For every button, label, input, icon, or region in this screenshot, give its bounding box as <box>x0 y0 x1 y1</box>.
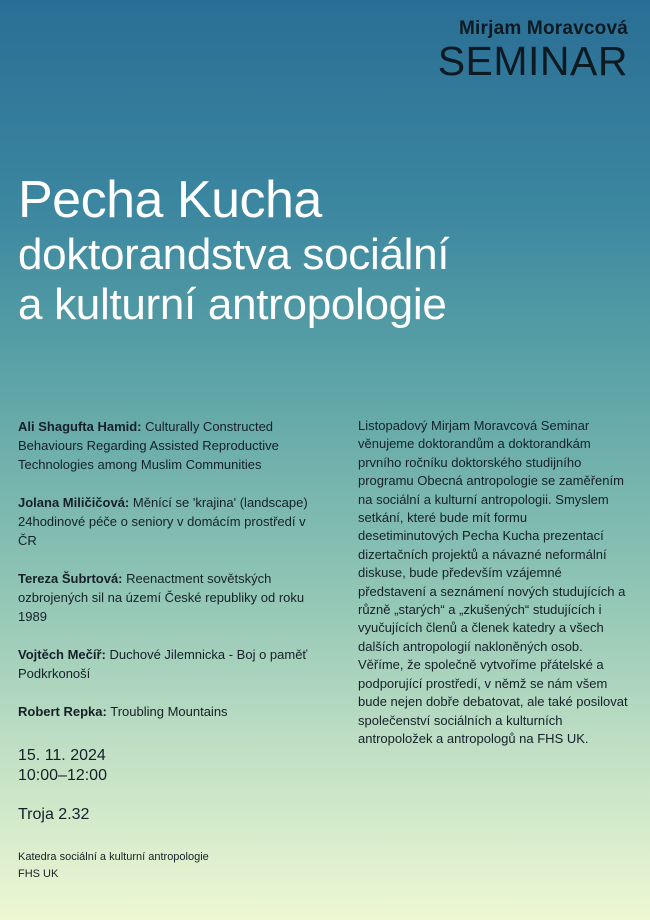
speaker-list <box>18 417 318 740</box>
speaker-name: Tereza Šubrtová: <box>18 571 123 586</box>
speaker-name: Jolana Miličičová: <box>18 495 130 510</box>
speaker-name: Vojtěch Mečíř: <box>18 647 106 662</box>
organizer-faculty: FHS UK <box>18 868 59 880</box>
speaker-topic: Troubling Mountains <box>110 704 228 719</box>
speaker-entry <box>18 645 318 683</box>
title-line-2: doktorandstva sociální <box>18 230 450 279</box>
title-line-3: a kulturní antropologie <box>18 280 447 329</box>
brand-name: Mirjam Moravcová <box>459 18 628 39</box>
organizer <box>18 849 209 883</box>
speaker-topic: Reenactment sovětských ozbrojených sil na území České republiky od roku 1989 <box>18 571 305 624</box>
speaker-entry <box>18 417 318 474</box>
event-place: Troja 2.32 <box>18 806 90 823</box>
speaker-topic: Měnící se 'krajina' (landscape) 24hodinové péče o seniory v domácím prostředí v ČR <box>18 495 308 548</box>
brand-subtitle: SEMINAR <box>437 38 628 84</box>
speaker-entry <box>18 569 318 626</box>
speaker-topic: Culturally Constructed Behaviours Regarding Assisted Reproductive Technologies among Muslim Communities <box>18 419 279 472</box>
speaker-topic: Duchové Jilemnicka - Boj o paměť Podkrkonoší <box>18 647 308 681</box>
event-description: Listopadový Mirjam Moravcová Seminar věnujeme doktorandům a doktorandkám prvního ročníku doktorského studijního programu Obecná antropologie se zaměřením na sociální a kulturní antropologii. Smyslem setkání, které bude mít formu desetiminutových Pecha Kucha prezentací dizertačních projektů a návazné neformální diskuse, bude především vzájemné představení a seznámení nových studujících a různě „starých“ a „zkušených“ studujících i vyučujících členů a členek katedry a všech dalších antropologií nakloněných osob. Věříme, že společně vytvoříme přátelské a podporující prostředí, v němž se nám všem bude nejen dobře debatovat, ale také posilovat společenství sociálních a kulturních antropoložek a antropologů na FHS UK. <box>358 418 628 746</box>
speaker-name: Robert Repka: <box>18 704 107 719</box>
event-time: 10:00–12:00 <box>18 767 107 784</box>
organizer-department: Katedra sociální a kulturní antropologie <box>18 851 209 863</box>
speaker-entry <box>18 493 318 550</box>
speaker-name: Ali Shagufta Hamid: <box>18 419 142 434</box>
event-datetime <box>18 746 107 786</box>
speaker-entry <box>18 702 318 721</box>
seminar-brand <box>438 18 628 82</box>
title-line-1: Pecha Kucha <box>18 171 322 229</box>
poster-title <box>18 170 638 330</box>
event-date: 15. 11. 2024 <box>18 747 106 764</box>
